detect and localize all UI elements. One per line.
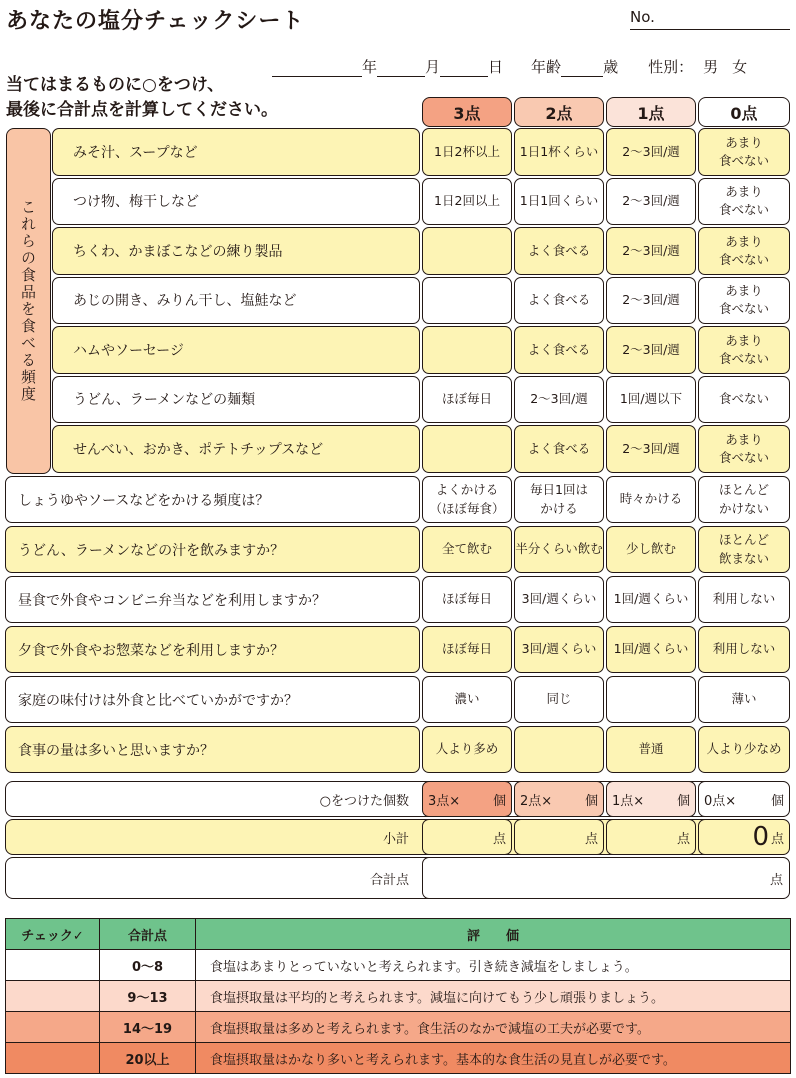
answer-text: かける — [540, 500, 578, 516]
eval-score-range: 20以上 — [100, 1043, 196, 1074]
answer-text: 2～3回/週 — [622, 292, 680, 308]
answer-text: 毎日1回は — [530, 482, 588, 498]
answer-text: 食べない — [718, 301, 769, 317]
answer-cell-c0-row-5[interactable] — [698, 326, 790, 374]
answer-text: よく食べる — [527, 292, 591, 308]
question-label-3 — [52, 227, 420, 275]
answer-text: あまり — [725, 431, 763, 447]
answer-cell-c3-row-11[interactable] — [422, 626, 512, 673]
age-field[interactable] — [561, 59, 603, 77]
answer-cell-c0-row-3[interactable] — [698, 227, 790, 275]
answer-cell-c2-row-8[interactable] — [514, 476, 604, 523]
answer-text: 半分くらい飲む — [515, 541, 603, 557]
evaluation-row — [6, 1043, 791, 1074]
answer-text: 食べない — [718, 391, 769, 407]
answer-cell-c2-row-4[interactable] — [514, 277, 604, 325]
answer-cell-c1-row-4[interactable] — [606, 277, 696, 325]
eval-score-range: 0～8 — [100, 950, 196, 981]
question-label-5 — [52, 326, 420, 374]
column-header-3pt: 3点 — [422, 97, 512, 127]
question-text: みそ汁、スープなど — [73, 144, 198, 161]
count-1pt[interactable] — [606, 781, 696, 817]
number-field[interactable] — [630, 8, 790, 30]
date-age-sex-line — [272, 56, 747, 77]
eval-description: 食塩はあまりとっていないと考えられます。引き続き減塩をしましょう。 — [196, 950, 791, 981]
answer-text: ほぼ毎日 — [441, 641, 492, 657]
count-2pt[interactable] — [514, 781, 604, 817]
eval-header-evaluation: 評 価 — [196, 919, 791, 950]
answer-cell-c0-row-11[interactable] — [698, 626, 790, 673]
answer-text: 利用しない — [712, 641, 776, 657]
answer-cell-c2-row-9[interactable] — [514, 526, 604, 573]
month-field[interactable] — [377, 59, 425, 77]
answer-cell-c2-row-11[interactable] — [514, 626, 604, 673]
answer-text: 人より多め — [435, 741, 499, 757]
instruction-line-1: 当てはまるものに○をつけ、 — [6, 75, 225, 95]
answer-text: ほぼ毎日 — [441, 591, 492, 607]
answer-text: 1日1杯くらい — [519, 143, 599, 159]
answer-cell-c1-row-13[interactable] — [606, 726, 696, 773]
answer-text: あまり — [725, 233, 763, 249]
question-label-1 — [52, 128, 420, 176]
answer-text: 2～3回/週 — [622, 440, 680, 456]
question-text: 昼食で外食やコンビニ弁当などを利用しますか？ — [18, 592, 326, 609]
eval-header-score: 合計点 — [100, 919, 196, 950]
answer-text: ほとんど — [718, 532, 769, 548]
age-unit: 歳 — [603, 58, 619, 76]
subtotal-unit: 点 — [676, 831, 690, 847]
answer-text: 2～3回/週 — [622, 143, 680, 159]
answer-cell-c3-row-8[interactable] — [422, 476, 512, 523]
eval-check-cell[interactable] — [6, 1043, 100, 1074]
answer-text: 飲まない — [718, 550, 769, 566]
answer-text: 濃い — [454, 691, 480, 707]
answer-text: 同じ — [546, 691, 572, 707]
answer-cell-c0-row-4[interactable] — [698, 277, 790, 325]
total-label: 合計点 — [369, 872, 409, 888]
subtotal-unit: 点 — [770, 831, 784, 847]
eval-description: 食塩摂取量は平均的と考えられます。減塩に向けてもう少し頑張りましょう。 — [196, 981, 791, 1012]
answer-cell-c1-row-1[interactable] — [606, 128, 696, 176]
subtotal-3pt[interactable] — [422, 819, 512, 855]
sex-label: 性別： — [648, 58, 694, 76]
answer-text: 食べない — [718, 202, 769, 218]
count-unit: 個 — [676, 793, 690, 809]
answer-cell-c3-row-12[interactable] — [422, 676, 512, 723]
column-header-1pt: 1点 — [606, 97, 696, 127]
column-header-2pt: 2点 — [514, 97, 604, 127]
answer-cell-c1-row-10[interactable] — [606, 576, 696, 623]
question-text: ハムやソーセージ — [73, 342, 184, 359]
eval-header-check: チェック✓ — [6, 919, 100, 950]
answer-cell-c0-row-12[interactable] — [698, 676, 790, 723]
answer-text: 少し飲む — [625, 541, 676, 557]
subtotal-label: 小計 — [382, 831, 409, 847]
answer-text: あまり — [725, 134, 763, 150]
answer-text: 普通 — [638, 741, 664, 757]
evaluation-row — [6, 981, 791, 1012]
answer-text: 食べない — [718, 449, 769, 465]
answer-text: よく食べる — [527, 440, 591, 456]
subtotal-2pt[interactable] — [514, 819, 604, 855]
answer-text: あまり — [725, 283, 763, 299]
answer-cell-c1-row-11[interactable] — [606, 626, 696, 673]
count-unit: 個 — [584, 793, 598, 809]
answer-text: 1回/週くらい — [613, 591, 689, 607]
answer-text: 食べない — [718, 152, 769, 168]
total-field[interactable] — [422, 857, 790, 899]
answer-cell-c2-row-12[interactable] — [514, 676, 604, 723]
total-unit: 点 — [769, 872, 783, 888]
answer-cell-c2-row-10[interactable] — [514, 576, 604, 623]
question-label-7 — [52, 425, 420, 473]
eval-score-range: 9～13 — [100, 981, 196, 1012]
eval-check-cell[interactable] — [6, 950, 100, 981]
answer-text: 1回/週くらい — [613, 641, 689, 657]
answer-cell-c3-row-13[interactable] — [422, 726, 512, 773]
answer-text: 3回/週くらい — [521, 591, 597, 607]
answer-text: 3回/週くらい — [521, 641, 597, 657]
number-label: No. — [630, 8, 655, 26]
answer-cell-c2-row-3[interactable] — [514, 227, 604, 275]
year-label: 年 — [362, 58, 378, 76]
eval-check-cell[interactable] — [6, 1012, 100, 1043]
answer-text: 2～3回/週 — [622, 242, 680, 258]
answer-text: 利用しない — [712, 591, 776, 607]
answer-cell-c1-row-8[interactable] — [606, 476, 696, 523]
instruction-line-2: 最後に合計点を計算してください。 — [6, 100, 278, 120]
answer-cell-c2-row-13[interactable] — [514, 726, 604, 773]
day-field[interactable] — [440, 59, 488, 77]
answer-cell-c0-row-9[interactable] — [698, 526, 790, 573]
answer-text: 全て飲む — [441, 541, 492, 557]
question-text: しょうゆやソースなどをかける頻度は？ — [18, 492, 270, 509]
answer-cell-c3-row-3[interactable] — [422, 227, 512, 275]
answer-cell-c1-row-7[interactable] — [606, 425, 696, 473]
question-label-12 — [5, 676, 420, 723]
eval-description: 食塩摂取量はかなり多いと考えられます。基本的な食生活の見直しが必要です。 — [196, 1043, 791, 1074]
question-label-2 — [52, 178, 420, 226]
question-text: あじの開き、みりん干し、塩鮭など — [73, 293, 297, 310]
count-0pt-label: 0点× — [704, 793, 737, 809]
answer-cell-c1-row-6[interactable] — [606, 376, 696, 424]
question-label-8 — [5, 476, 420, 523]
answer-text: 1日2杯以上 — [434, 143, 500, 159]
question-label-6 — [52, 376, 420, 424]
answer-cell-c0-row-6[interactable] — [698, 376, 790, 424]
answer-cell-c3-row-10[interactable] — [422, 576, 512, 623]
answer-text: 1日2回以上 — [434, 193, 500, 209]
count-unit: 個 — [492, 793, 506, 809]
answer-text: あまり — [725, 184, 763, 200]
answer-cell-c1-row-5[interactable] — [606, 326, 696, 374]
evaluation-table — [5, 918, 791, 1074]
side-label-food-frequency — [6, 128, 51, 474]
count-row-label: ○をつけた個数 — [319, 793, 409, 809]
answer-text: 1日1回くらい — [519, 193, 599, 209]
answer-cell-c0-row-7[interactable] — [698, 425, 790, 473]
answer-cell-c2-row-1[interactable] — [514, 128, 604, 176]
answer-cell-c2-row-6[interactable] — [514, 376, 604, 424]
count-3pt[interactable] — [422, 781, 512, 817]
question-text: ちくわ、かまぼこなどの練り製品 — [73, 243, 283, 260]
answer-text: ほとんど — [718, 482, 769, 498]
answer-cell-c1-row-12[interactable] — [606, 676, 696, 723]
month-label: 月 — [425, 58, 441, 76]
answer-text: かけない — [718, 500, 769, 516]
page-title: あなたの塩分チェックシート — [6, 9, 305, 34]
eval-check-cell[interactable] — [6, 981, 100, 1012]
answer-cell-c3-row-6[interactable] — [422, 376, 512, 424]
question-label-9 — [5, 526, 420, 573]
answer-cell-c0-row-1[interactable] — [698, 128, 790, 176]
answer-cell-c1-row-9[interactable] — [606, 526, 696, 573]
count-3pt-label: 3点× — [428, 793, 461, 809]
answer-cell-c1-row-3[interactable] — [606, 227, 696, 275]
day-label: 日 — [488, 58, 504, 76]
question-text: 家庭の味付けは外食と比べていかがですか？ — [18, 692, 298, 709]
count-0pt[interactable] — [698, 781, 790, 817]
answer-cell-c1-row-2[interactable] — [606, 178, 696, 226]
side-label-text: これらの食品を食べる頻度 — [19, 199, 37, 403]
answer-cell-c2-row-5[interactable] — [514, 326, 604, 374]
subtotal-unit: 点 — [492, 831, 506, 847]
year-field[interactable] — [272, 59, 362, 77]
answer-text: 2～3回/週 — [622, 193, 680, 209]
subtotal-1pt[interactable] — [606, 819, 696, 855]
answer-text: よく食べる — [527, 242, 591, 258]
answer-cell-c3-row-1[interactable] — [422, 128, 512, 176]
answer-text: よくかける — [435, 482, 499, 498]
answer-cell-c0-row-10[interactable] — [698, 576, 790, 623]
age-label: 年齢 — [531, 58, 562, 76]
question-text: 食事の量は多いと思いますか？ — [18, 742, 214, 759]
sex-male-option[interactable]: 男 — [703, 58, 719, 76]
question-text: つけ物、梅干しなど — [73, 194, 199, 211]
count-unit: 個 — [770, 793, 784, 809]
answer-cell-c0-row-2[interactable] — [698, 178, 790, 226]
answer-text: 2～3回/週 — [530, 391, 588, 407]
column-header-0pt: 0点 — [698, 97, 790, 127]
question-text: せんべい、おかき、ポテトチップスなど — [73, 441, 324, 458]
subtotal-unit: 点 — [584, 831, 598, 847]
answer-cell-c3-row-4[interactable] — [422, 277, 512, 325]
question-label-13 — [5, 726, 420, 773]
evaluation-row — [6, 1012, 791, 1043]
count-2pt-label: 2点× — [520, 793, 553, 809]
answer-cell-c0-row-8[interactable] — [698, 476, 790, 523]
subtotal-0pt[interactable] — [698, 819, 790, 855]
evaluation-row — [6, 950, 791, 981]
answer-text: 薄い — [731, 691, 757, 707]
answer-cell-c0-row-13[interactable] — [698, 726, 790, 773]
answer-text: 1回/週以下 — [619, 391, 683, 407]
answer-text: よく食べる — [527, 341, 591, 357]
answer-text: 人より少なめ — [706, 741, 782, 757]
question-text: 夕食で外食やお惣菜などを利用しますか？ — [18, 642, 284, 659]
question-label-10 — [5, 576, 420, 623]
answer-text: 2～3回/週 — [622, 341, 680, 357]
answer-text: 時々かける — [619, 491, 683, 507]
count-1pt-label: 1点× — [612, 793, 645, 809]
answer-text: （ほぼ毎食） — [429, 500, 505, 516]
question-text: うどん、ラーメンなどの汁を飲みますか？ — [18, 542, 285, 559]
answer-cell-c2-row-7[interactable] — [514, 425, 604, 473]
answer-text: あまり — [725, 332, 763, 348]
question-text: うどん、ラーメンなどの麺類 — [73, 392, 256, 409]
answer-cell-c3-row-5[interactable] — [422, 326, 512, 374]
eval-description: 食塩摂取量は多めと考えられます。食生活のなかで減塩の工夫が必要です。 — [196, 1012, 791, 1043]
answer-cell-c3-row-9[interactable] — [422, 526, 512, 573]
answer-text: 食べない — [718, 350, 769, 366]
question-label-4 — [52, 277, 420, 325]
answer-cell-c2-row-2[interactable] — [514, 178, 604, 226]
answer-cell-c3-row-7[interactable] — [422, 425, 512, 473]
answer-text: ほぼ毎日 — [441, 391, 492, 407]
subtotal-0pt-value: 0 — [752, 822, 769, 852]
sex-female-option[interactable]: 女 — [732, 58, 748, 76]
eval-score-range: 14～19 — [100, 1012, 196, 1043]
answer-cell-c3-row-2[interactable] — [422, 178, 512, 226]
question-label-11 — [5, 626, 420, 673]
answer-text: 食べない — [718, 251, 769, 267]
